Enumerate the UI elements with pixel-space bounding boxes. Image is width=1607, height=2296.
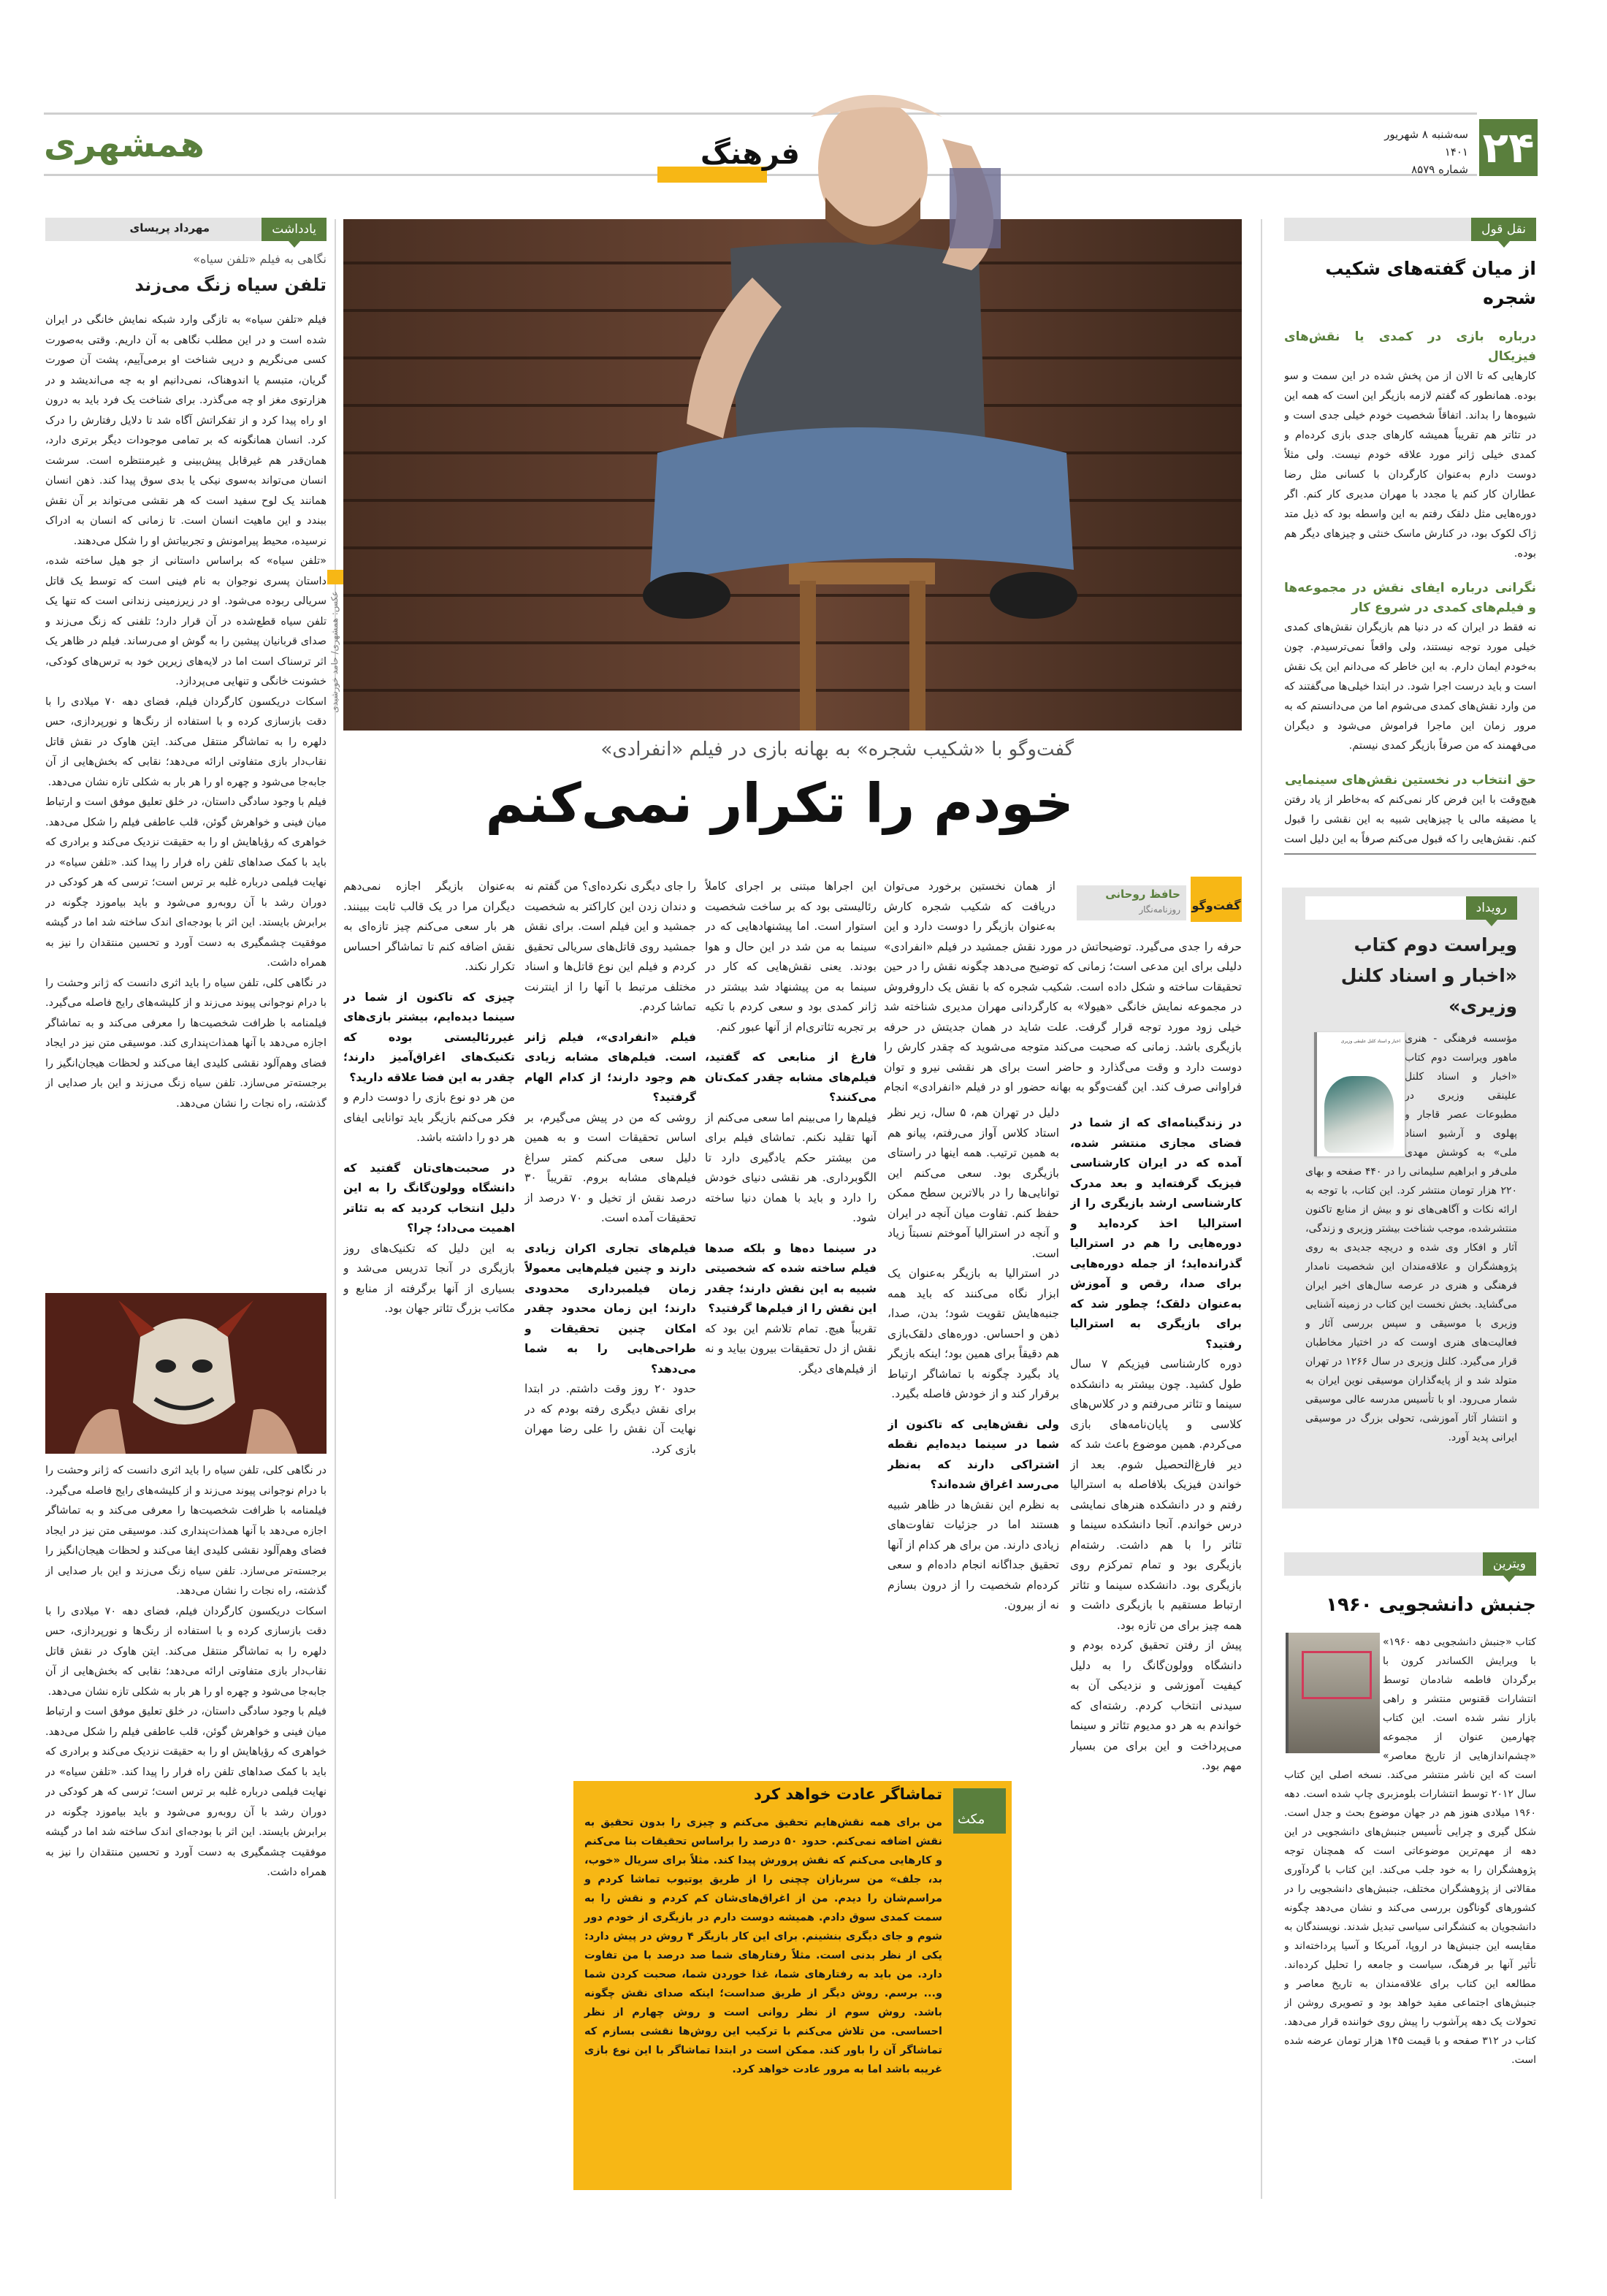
interview-question: چیزی که تاکنون از شما در سینما دیده‌ایم، بیشتر بازی‌های غیررئالیستی بوده که تکنیک‌های اغراق‌آمیز دارند؛ چقدر به این فضا علاقه دارید؟ xyxy=(343,990,515,1084)
author-name: حافظ روحانی xyxy=(1105,888,1180,901)
paragraph: فیلم با وجود سادگی داستان، در خلق تعلیق موفق است و ارتباط میان فینی و خواهرش گوئن، قلب عاطفی فیلم را شکل می‌دهد. خواهری که رؤیاهایش او را به حقیقت نزدیک می‌کند و برادری که باید با کمک صداهای تلفن راه فرار را پیدا کند. «تلفن سیاه» در نهایت فیلمی درباره غلبه بر ترس است؛ ترسی که هر کودکی در دوران رشد با آن روبه‌رو می‌شود و باید بیاموزد چگونه در برابرش بایستد. این اثر با بودجه‌ای اندک ساخته شد اما در گیشه موفقیت چشمگیری به دست آورد و تحسین منتقدان را نیز به همراه داشت. xyxy=(45,796,327,969)
showcase-body xyxy=(1284,1633,1536,2195)
paragraph: روشی که من در پیش می‌گیرم، بر اساس تحقیقات است و به همین دلیل سعی می‌کنم کمتر سراغ فیلم‌های مشابه بروم. تقریباً ۳۰ درصد نقش از تخیل و ۷۰ درصد از تحقیقات آمده است. xyxy=(524,1110,696,1224)
event-tag: رویداد xyxy=(1466,896,1517,920)
left-divider xyxy=(335,219,336,2199)
interview-question: در سینما ده‌ها و بلکه صدها فیلم ساخته شده که شخصیتی شبیه به این نقش دارند؛ چقدر این نقش را از فیلم‌ها گرفتید؟ xyxy=(705,1241,877,1315)
paragraph: حدود ۲۰ روز وقت داشتم. در ابتدا برای نقش دیگری رفته بودم که در نهایت آن نقش را علی رضا مهران بازی کرد. xyxy=(524,1382,696,1456)
paragraph: کتاب «جنبش دانشجویی دهه ۱۹۶۰» با ویرایش الکساندر کرون با برگردان فاطمه شادمان توسط انتشارات ققنوس منتشر و راهی بازار نشر شده است. این کتاب چهارمین عنوان از مجموعه «چشم‌اندازهایی از تاریخ معاصر» است که این ناشر منتشر می‌کند. نسخه اصلی این کتاب سال ۲۰۱۲ توسط انتشارات بلومزبری چاپ شده است. دهه ۱۹۶۰ میلادی هنوز هم در جهان موضوع بحث و جدل است. شکل گیری و چرایی تأسیس جنبش‌های دانشجویی در این دهه از مهم‌ترین موضوعاتی است که همچنان توجه پژوهشگران را به خود جلب می‌کند. این کتاب با گردآوری مقالاتی از پژوهشگران مختلف، جنبش‌های دانشجویی را در کشورهای گوناگون بررسی می‌کند و نشان می‌دهد چگونه دانشجویان به کنشگرانی سیاسی تبدیل شدند. نویسندگان به مقایسه این جنبش‌ها در اروپا، آمریکا و آسیا پرداخته‌اند و تأثیر آنها بر فرهنگ، سیاست و جامعه را تحلیل کرده‌اند. مطالعه این کتاب برای علاقه‌مندان به تاریخ معاصر و جنبش‌های اجتماعی مفید خواهد بود و تصویری روشن از تحولات یک دهه پرآشوب را پیش روی خواننده قرار می‌دهد. کتاب در ۳۱۲ صفحه و با قیمت ۱۴۵ هزار تومان عرضه شده است. xyxy=(1284,1636,1536,2066)
paragraph: به‌عنوان بازیگر اجازه نمی‌دهم دیگران مرا در یک قالب ثابت ببینند. هر بار سعی می‌کنم چیز تازه‌ای به نقش اضافه کنم تا تماشاگر احساس تکرار نکند. xyxy=(343,880,515,973)
interview-question: فارغ از منابعی که گفتید، فیلم‌های مشابه چقدر کمک‌تان می‌کنند؟ xyxy=(705,1050,877,1104)
paragraph: تقریباً هیچ. تمام تلاشم این بود که نقش از دل تحقیقات بیرون بیاید و نه از فیلم‌های دیگر. xyxy=(705,1321,877,1376)
paragraph: هیچ‌وقت با این فرض کار نمی‌کنم که به‌خاطر از یاد رفتن یا مضیقه مالی یا چیزهایی شبیه به این نقشی را قبول کنم. نقش‌هایی را که قبول می‌کنم صرفاً به این دلیل است xyxy=(1284,794,1536,845)
note-title: تلفن سیاه زنگ می‌زند xyxy=(134,275,327,295)
event-body xyxy=(1305,1029,1517,1500)
note-kicker: نگاهی به فیلم «تلفن سیاه» xyxy=(193,252,327,266)
event-box xyxy=(1282,888,1539,1509)
article-column-1 xyxy=(1070,1103,1242,2192)
pause-tag: مکث xyxy=(953,1788,1006,1834)
subheading: نگرانی درباره ایفای نقش در مجموعه‌ها و فیلم‌های کمدی در شروع کار xyxy=(1284,581,1536,615)
event-title: ویراست دوم کتاب «اخبار و اسناد کلنل وزیری» xyxy=(1340,934,1517,1017)
book-cover-title: اخبار و اسناد کلنل علینقی وزیری xyxy=(1340,1039,1400,1044)
quotes-tag: نقل قول xyxy=(1471,218,1536,241)
interview-question: فیلم‌های تجاری اکران زیادی دارند و چنین فیلم‌هایی معمولاً زمان فیلمبرداری محدودی دارند؛ این زمان محدود چقدر امکان چنین تحقیقات و طراحی‌هایی را به شما می‌دهد؟ xyxy=(524,1241,696,1376)
issue-number: شماره ۸۵۷۹ xyxy=(1411,163,1468,176)
event-section xyxy=(1305,930,1517,1500)
paragraph: اسکات دریکسون کارگردان فیلم، فضای دهه ۷۰ میلادی را با دقت بازسازی کرده و با استفاده از رنگ‌ها و نورپردازی، حس دلهره را به تماشاگر منتقل می‌کند. ایتن هاوک در نقش قاتل نقاب‌دار بازی متفاوتی ارائه می‌دهد؛ نقابی که بخش‌هایی از آن جابه‌جا می‌شود و چهره او را هر بار به شکلی تازه نشان می‌دهد. xyxy=(45,695,327,788)
quotes-section xyxy=(1284,254,1536,847)
paragraph: به این دلیل که تکنیک‌های روز بازیگری در آنجا تدریس می‌شد و بسیاری از آنها برگرفته از منابع و مکاتب بزرگ تئاتر جهان بود. xyxy=(343,1241,515,1315)
note-paragraph: در نگاهی کلی، تلفن سیاه را باید اثری دانست که ژانر وحشت را با درام نوجوانی پیوند می‌زند و از کلیشه‌های رایج فاصله می‌گیرد. فیلمنامه با ظرافت شخصیت‌ها را معرفی می‌کند و به تماشاگر اجازه می‌دهد با آنها همذات‌پنداری کند. موسیقی متن نیز در ایجاد فضای وهم‌آلود نقشی کلیدی ایفا می‌کند و لحظات هیجان‌انگیز را برجسته‌تر می‌سازد. تلفن سیاه زنگ می‌زند و این بار صدایی از گذشته، راه نجات را نشان می‌دهد. xyxy=(45,1465,327,1597)
note-body-bottom xyxy=(45,1461,327,2192)
box-text: من برای همه نقش‌هایم تحقیق می‌کنم و چیزی را بدون تحقیق به نقش اضافه نمی‌کنم. حدود ۵۰ درصد را براساس تحقیقات بنا می‌کنم و کارهایی می‌کنم که نقش پرورش پیدا کند. مثلاً برای سریال «خوب، بد، جلف» من سربازان چچنی را از طریق یوتیوب تماشا کردم و مراسم‌شان را دیدم. من از اغراق‌های‌شان کم کردم و نقش را به سمت کمدی سوق دادم. همیشه دوست دارم در بازیگری از خودم دور شوم و جای دیگری بنشینم. برای این کار بازیگر ۴ روش در پیش دارد: یکی از نظر بدنی است. مثلاً رفتارهای شما صد درصد با من تفاوت دارد. من باید به رفتارهای شما، غذا خوردن شما، صحبت کردن شما و... برسم. روش دیگر از طریق صداست؛ اینکه صدای نقش چگونه باشد. روش سوم از نظر روانی است و روش چهارم از نظر احساسی. من تلاش می‌کنم با ترکیب این روش‌ها نقشی بسازم که تماشاگر آن را باور کند. ممکن است در ابتدا تماشاگر با این نوع بازی غریبه باشد اما به مرور عادت خواهد کرد. xyxy=(584,1817,942,2075)
note-body-top xyxy=(45,310,327,1286)
event-header xyxy=(1305,896,1517,920)
page-number: ۲۴ xyxy=(1479,119,1538,176)
paragraph: «تلفن سیاه» که براساس داستانی از جو هیل ساخته شده، داستان پسری نوجوان به نام فینی است که توسط یک قاتل سریالی ربوده می‌شود. او در زیرزمینی زندانی است که تنها یک تلفن سیاه قطع‌شده در آن قرار دارد؛ تلفنی که زنگ می‌زند و صدای قربانیان پیشین را به گوش او می‌رساند. فیلم در ظاهر یک اثر ترسناک است اما در لایه‌های زیرین خود به ترس‌های کودکی، خشونت خانگی و تنهایی می‌پردازد. xyxy=(45,555,327,687)
interview-question: در زندگینامه‌ای که از شما در فضای مجازی منتشر شده، آمده که در ایران کارشناسی فیزیک گرفته‌اید و بعد مدرک کارشناسی ارشد بازیگری را از استرالیا اخذ کرده‌اید و دوره‌هایی را هم در استرالیا گذرانده‌اید؛ از جمله دوره‌هایی برای صدا، رقص و آموزش به‌عنوان دلقک؛ چطور شد که برای بازیگری به استرالیا رفتید؟ xyxy=(1070,1116,1242,1351)
portrait-icon xyxy=(1324,1076,1394,1153)
quotes-body xyxy=(1284,313,1536,847)
quotes-title: از میان گفته‌های شکیب شجره xyxy=(1325,258,1536,308)
photo-credit: عکس: همشهری/ حامد خورشیدی xyxy=(329,591,340,713)
paragraph: نه فقط در ایران که در دنیا هم بازیگران نقش‌های کمدی خیلی مورد توجه نیستند، ولی واقعاً نمی‌ترسیدم. چون به‌خودم ایمان دارم. به این خاطر که می‌دانم این یک نقش است و باید درست اجرا شود. در ابتدا خیلی‌ها می‌گفتند که من وارد نقش‌های کمدی می‌شوم اما من می‌دانستم که به مرور زمان این ماجرا فراموش می‌شود و دیگران می‌فهمند که من صرفاً بازیگر کمدی نیستم. xyxy=(1284,622,1536,752)
showcase-title: جنبش دانشجویی ۱۹۶۰ xyxy=(1326,1594,1536,1616)
paragraph: کارهایی که تا الان از من پخش شده در این سمت و سو بوده. همانطور که گفتم لازمه بازیگر این است که همه این شیوه‌ها را بداند. اتفاقاً شخصیت خودم خیلی جدی است و در تئاتر هم تقریباً همیشه کارهای جدی بازی کرده‌ام و کمدی خیلی ژانر مورد علاقه خودم نیست. ولی مثلاً دوست دارم به‌عنوان کارگردان با کسانی مثل رضا عطاران کار کنم یا مجدد با مهران مدیری کار کنم. اگر دوره‌هایی مثل دلقک رفتم به این واسطه بود که ذیل متد ژاک لکوک بود، در کنارش ماسک خنثی و چیزهای دیگر هم بوده. xyxy=(1284,370,1536,560)
paragraph: را جای دیگری نکرده‌ای؟ من گفتم نه و دندان زدن این کاراکتر به شخصیت جمشید و این فیلم است. برای نقش جمشید روی قاتل‌های سریالی تحقیق کردم و فیلم این نوع قاتل‌ها و اسناد مختلف مرتبط با آنها را از اینترنت تماشا کردم. xyxy=(524,880,696,1013)
showcase-tag: ویترین xyxy=(1483,1552,1536,1576)
note-header xyxy=(45,218,327,241)
section-label xyxy=(657,137,811,183)
interview-question: در صحبت‌های‌تان گفتید که دانشگاه وولون‌گانگ را به این دلیل انتخاب کردید که به تئاتر اهمیت می‌داد؛ چرا؟ xyxy=(343,1161,515,1235)
paragraph: پیش از رفتن تحقیق کرده بودم و دانشگاه وولون‌گانگ را به دلیل کیفیت آموزشی و نزدیکی آن به سیدنی انتخاب کردم. رشته‌ای که خواندم به هر دو مدیوم تئاتر و سینما می‌پرداخت و این برای من بسیار مهم بود. xyxy=(1070,1639,1242,1772)
issue-info xyxy=(1359,126,1468,178)
quotes-divider xyxy=(1284,853,1536,855)
article-column-3 xyxy=(705,877,877,1775)
author-role: روزنامه‌نگار xyxy=(1139,904,1180,915)
article-column-5 xyxy=(343,877,515,2192)
issue-date: سه‌شنبه ۸ شهریور ۱۴۰۱ xyxy=(1384,128,1468,159)
box-title: تماشاگر عادت خواهد کرد xyxy=(754,1785,942,1803)
article-intro xyxy=(884,877,1242,1096)
note-author: مهرداد پریسای xyxy=(129,221,210,234)
paragraph: در نگاهی کلی، تلفن سیاه را باید اثری دانست که ژانر وحشت را با درام نوجوانی پیوند می‌زند و از کلیشه‌های رایج فاصله می‌گیرد. فیلمنامه با ظرافت شخصیت‌ها را معرفی می‌کند و به تماشاگر اجازه می‌دهد با آنها همذات‌پنداری کند. موسیقی متن نیز در ایجاد فضای وهم‌آلود نقشی کلیدی ایفا می‌کند و لحظات هیجان‌انگیز را برجسته‌تر می‌سازد. تلفن سیاه زنگ می‌زند و این بار صدایی از گذشته، راه نجات را نشان می‌دهد. xyxy=(45,977,327,1110)
paragraph: فیلم «تلفن سیاه» به تازگی وارد شبکه نمایش خانگی در ایران شده است و در این مطلب نگاهی به آن داریم. وقتی به‌صورت کسی می‌نگریم و درپی شناخت او برمی‌آییم، پشت آن صورت گریان، متبسم یا اندوهناک، نمی‌دانیم او به چه می‌اندیشد و در هزارتوی مغز او چه می‌گذرد. برای شناخت یک فرد باید به درون او راه پیدا کرد و از تفکراتش آگاه شد تا دلایل رفتارش را درک کرد. انسان همانگونه که بر تمامی موجودات دیگر برتری دارد، همان‌قدر هم غیرقابل پیش‌بینی و غیرمنتظره است. سرشت انسان می‌تواند به‌سوی نیکی یا بدی سوق پیدا کند. ذهن انسان همانند یک لوح سفید است که هر نقشی می‌تواند بر آن نقش ببندد و این ماهیت انسان است. تا زمانی که انسان به ادراک نرسیده، محیط پیرامونش و تجربیاتش او را شکل می‌دهند. xyxy=(45,314,327,547)
paragraph: این اجراها مبتنی بر اجرای کاملاً رئالیستی بود که بر ساخت شخصیت استوار است. اما پیشنهادهایی که در سینما به من شد در این حال و هوا بودند. یعنی نقش‌هایی که کار در سینما به من پیشنهاد شد بیشتر در ژانر کمدی بود و سعی کردم با تکیه بر تجربه تئاتری‌ام از آنها عبور کنم. xyxy=(705,880,877,1034)
devil-mask-image xyxy=(45,1293,327,1454)
paragraph: از همان نخستین برخورد می‌توان دریافت که شکیب شجره کارش به‌عنوان بازیگر را دوست دارد و این حرفه را جدی می‌گیرد. توضیحاتش در مورد نقش جمشید در فیلم «انفرادی» دلیلی برای این مدعی است؛ زمانی که توضیح می‌دهد چگونه نقش را در حین تحقیقات ساخته و شکل داده است. شکیب شجره که با نقش یک داروفروش در مجموعه نمایش خانگی «هیولا» به کارگردانی مهران مدیری شناخته شد خیلی زود مورد توجه قرار گرفت. علت شاید در همان جدیتش در حرفه بازیگری باشد. زمانی که صحبت می‌کند متوجه می‌شوید که چقدر کارش را دوست دارد و وقت می‌گذارد و حاضر است برای هر نقشی نیرو و توان فراوانی صرف کند. این گفت‌وگو به بهانه حضور او در فیلم «انفرادی» انجام xyxy=(884,880,1242,1094)
byline-spacer xyxy=(1056,877,1242,922)
paragraph: فیلم‌ها را می‌بینم اما سعی می‌کنم از آنها تقلید نکنم. تماشای فیلم برای من بیشتر حکم یادگیری دارد تا الگوبرداری. هر نقشی دنیای خودش را دارد و باید با همان دنیا ساخته شود. xyxy=(705,1110,877,1224)
book-cover-vaziri xyxy=(1314,1032,1405,1156)
note-paragraph: اسکات دریکسون کارگردان فیلم، فضای دهه ۷۰ میلادی را با دقت بازسازی کرده و با استفاده از رنگ‌ها و نورپردازی، حس دلهره را به تماشاگر منتقل می‌کند. ایتن هاوک در نقش قاتل نقاب‌دار بازی متفاوتی ارائه می‌دهد؛ نقابی که بخش‌هایی از آن جابه‌جا می‌شود و چهره او را هر بار به شکلی تازه نشان می‌دهد. xyxy=(45,1605,327,1698)
note-tag: یادداشت xyxy=(262,218,327,241)
paragraph: مؤسسه فرهنگی - هنری ماهور ویراست دوم کتاب «اخبار و اسناد کلنل علینقی وزیری در مطبوعات عصر قاجار و پهلوی و آرشیو اسناد ملی» به کوشش مهدی ملی‌فر و ابراهیم سلیمانی را در ۴۴۰ صفحه و بهای ۲۲۰ هزار تومان منتشر کرد. این کتاب، با توجه به ارائه نکات و آگاهی‌های نو و بیش از منابع تاکنون منتشرشده، موجب شناخت بیشتر وزیری و زندگی، آثار و افکار وی شده و دریچه جدیدی به روی پژوهشگران و علاقه‌مندان این شخصیت نامدار فرهنگی و هنری در عرصه سال‌های اخیر ایران می‌گشاید. بخش نخست این کتاب در زمینه آشنایی وزیری با موسیقی و سپس بررسی آثار و فعالیت‌های هنری اوست که در اختیار مخاطبان قرار می‌گیرد. کلنل وزیری در سال ۱۲۶۶ در تهران متولد شد و از پایه‌گذاران موسیقی نوین ایران به شمار می‌رود. او با تأسیس مدرسه عالی موسیقی و انتشار آثار آموزشی، تحولی بزرگ در موسیقی ایرانی پدید آورد. xyxy=(1305,1033,1517,1443)
photo-credit-marker xyxy=(327,570,343,584)
paragraph: در استرالیا به بازیگر به‌عنوان یک ابزار نگاه می‌کنند که باید همه جنبه‌هایش تقویت شود؛ بدن، صدا، ذهن و احساس. دوره‌های دلقک‌بازی هم دقیقاً برای همین بود؛ اینکه بازیگر یاد بگیرد چگونه با تماشاگر ارتباط برقرار کند و از خودش فاصله بگیرد. xyxy=(888,1267,1059,1400)
showcase-header xyxy=(1284,1552,1536,1576)
subheading: حق انتخاب در نخستین نقش‌های سینمایی xyxy=(1284,773,1536,787)
interview-tag: گفت‌وگو xyxy=(1191,877,1242,922)
article-column-4 xyxy=(524,877,696,1775)
paragraph: دوره کارشناسی فیزیکم ۷ سال طول کشید. چون بیشتر به دانشکده سینما و تئاتر می‌رفتم و در کلاس‌های کلاسی و پایان‌نامه‌های بازی می‌کردم. همین موضوع باعث شد که دیر فارغ‌التحصیل شوم. بعد از خواندن فیزیک بلافاصله به استرالیا رفتم و در دانشکده هنرهای نمایشی درس خواندم. آنجا دانشکده سینما و تئاتر را با هم داشت. رشته‌ام بازیگری بود و تمام تمرکزم روی بازیگری بود. دانشکده سینما و تئاتر ارتباط مستقیم با بازیگری داشت و همه چیز برای من تازه بود. xyxy=(1070,1357,1242,1632)
newspaper-logo: همشهری xyxy=(44,124,205,165)
right-divider xyxy=(1261,219,1262,2199)
interview-question: ولی نقش‌هایی که تاکنون از شما در سینما دیده‌ایم نقطه اشتراکی دارند که به‌نظر می‌رسد اغراق شده‌اند؟ xyxy=(888,1417,1059,1491)
paragraph: دلیل در تهران هم، ۵ سال، زیر نظر استاد کلاس آواز می‌رفتم، پیانو هم به همین ترتیب. همه اینها در راستای بازیگری بود. سعی می‌کنم این توانایی‌ها را در بالاترین سطح ممکن حفظ کنم. تفاوت میان آنچه در ایران و آنچه در استرالیا آموختم نسبتاً زیاد است. xyxy=(888,1106,1059,1260)
sidebar-box-pause xyxy=(573,1781,1012,2190)
article-subtitle: گفت‌وگو با «شکیب شجره» به بهانه بازی در فیلم «انفرادی» xyxy=(600,739,1074,760)
subheading: درباره بازی در کمدی یا نقش‌های فیزیکال xyxy=(1284,329,1536,364)
quotes-header xyxy=(1284,218,1536,241)
interview-question: فیلم «انفرادی»، فیلم ژانر است. فیلم‌های مشابه زیادی هم وجود دارند؛ از کدام الهام گرفتید؟ xyxy=(524,1030,696,1104)
note-paragraph: فیلم با وجود سادگی داستان، در خلق تعلیق موفق است و ارتباط میان فینی و خواهرش گوئن، قلب عاطفی فیلم را شکل می‌دهد. خواهری که رؤیاهایش او را به حقیقت نزدیک می‌کند و برادری که باید با کمک صداهای تلفن راه فرار را پیدا کند. «تلفن سیاه» در نهایت فیلمی درباره غلبه بر ترس است؛ ترسی که هر کودکی در دوران رشد با آن روبه‌رو می‌شود و باید بیاموزد چگونه در برابرش بایستد. این اثر با بودجه‌ای اندک ساخته شد اما در گیشه موفقیت چشمگیری به دست آورد و تحسین منتقدان را نیز به همراه داشت. xyxy=(45,1706,327,1878)
section-title: فرهنگ xyxy=(700,137,800,171)
article-headline: خودم را تکرار نمی‌کنم xyxy=(485,772,1074,835)
paragraph: من هر دو نوع بازی را دوست دارم و فکر می‌کنم بازیگر باید توانایی ایفای هر دو را داشته باشد. xyxy=(343,1091,515,1144)
paragraph: به نظرم این نقش‌ها در ظاهر شبیه هستند اما در جزئیات تفاوت‌های زیادی دارند. من برای هر کدام از آنها تحقیق جداگانه انجام داده‌ام و سعی کرده‌ام شخصیت را از درون بسازم نه از بیرون. xyxy=(888,1498,1059,1612)
